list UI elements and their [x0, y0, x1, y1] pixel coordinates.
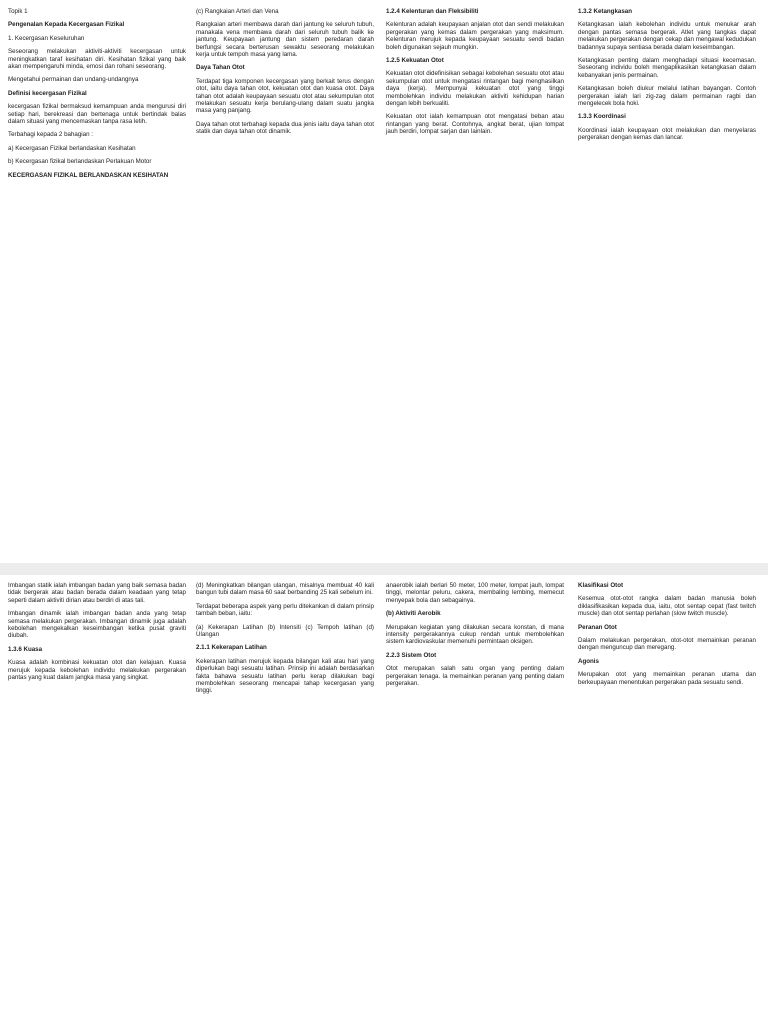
section-heading: KECERGASAN FIZIKAL BERLANDASKAN KESIHATAN	[8, 171, 169, 179]
list-item: a) Kecergasan Fizikal berlandaskan Kesihatan	[8, 144, 136, 152]
column-3	[386, 582, 564, 693]
paragraph: (d) Meningkatkan bilangan ulangan, misalnya membuat 40 kali bangun tubi dalam masa 60 saat berbanding 25 kali sebelum ini.	[196, 582, 374, 597]
paragraph: Kelenturan adalah keupayaan anjalan otot dan sendi melakukan pergerakan yang kemas dalam pergerakan yang maksimum. Kelenturan merujuk kepada keupayaan sesuatu sendi badan boleh digunakan sejauh mungkin.	[386, 21, 564, 51]
paragraph: anaerobik ialah berlari 50 meter, 100 meter, lompat jauh, lompat tinggi, melontar peluru, cakera, membaling lembing, memecut menyepak bola dan sebagainya.	[386, 582, 564, 604]
column-1	[8, 8, 186, 185]
paragraph: (c) Rangkaian Arteri dan Vena	[196, 8, 279, 15]
column-2	[196, 582, 374, 701]
column-4	[578, 8, 756, 148]
list-item: b) Kecergasan fizikal berlandaskan Perlakuan Motor	[8, 158, 152, 166]
paragraph: kecergasan fizikal bermaksud kemampuan anda mengurusi diri setiap hari, berekreasi dan bertenaga untuk bertindak balas dalam situasi yang mencemaskan tanpa rasa letih.	[8, 103, 186, 126]
section-heading: 1.3.3 Koordinasi	[578, 113, 626, 121]
paragraph: Kekuatan otot ialah kemampuan otot mengatasi beban atau rintangan yang berat. Contohnya, angkat berat, ujian lompat jauh berdiri, lompat sarjan dan lainlain.	[386, 113, 564, 136]
paragraph: Rangkaian arteri membawa darah dari jantung ke seluruh tubuh, manakala vena membawa darah dari seluruh tubuh balik ke jantung. Keupayaan jantung dan sistem peredaran darah berfungsi secara berterusan sewaktu seseorang melakukan kerja untuk tempoh masa yang lama.	[196, 21, 374, 59]
paragraph: Ketangkasan ialah kebolehan individu untuk menukar arah dengan pantas semasa bergerak. Atlet yang tangkas dapat melakukan pergerakan dengan cekap dan mengawal kedudukan badannya supaya sentiasa berada dalam keseimbangan.	[578, 21, 756, 51]
paragraph: Kuasa adalah kombinasi kekuatan otot dan kelajuan. Kuasa merujuk kepada kebolehan individu melakukan pergerakan pantas yang kuat dalam jangka masa yang singkat.	[8, 659, 186, 682]
page-divider	[0, 563, 768, 575]
paragraph: Terdapat tiga komponen kecergasan yang berkait terus dengan otot, iaitu daya tahan otot, kekuatan otot dan kuasa otot. Daya tahan otot adalah keupayaan sesuatu otot atau sekumpulan otot melakukan sesuatu kerja berulang-ulang dalam suatu jangka masa yang panjang.	[196, 77, 374, 115]
section-heading: Daya Tahan Otot	[196, 64, 245, 72]
section-heading: Klasifikasi Otot	[578, 582, 624, 589]
paragraph: Daya tahan otot terbahagi kepada dua jenis iaitu daya tahan otot statik dan daya tahan otot dinamik.	[196, 120, 374, 136]
paragraph: Otot merupakan salah satu organ yang penting dalam pergerakan tenaga. Ia memainkan peranan yang penting dalam pergerakan.	[386, 665, 564, 688]
section-heading: Agonis	[578, 657, 599, 665]
page-bottom	[0, 578, 768, 1024]
paragraph: Imbangan dinamik ialah imbangan badan anda yang tetap semasa melakukan pergerakan. Imbangan dinamik juga adalah kebolehan mengekalkan keseimbangan ketika pusat graviti diubah.	[8, 610, 186, 640]
paragraph: Mengetahui permainan dan undang-undangnya	[8, 76, 139, 84]
section-heading: 1.3.6 Kuasa	[8, 645, 43, 653]
paragraph: Dalam melakukan pergerakan, otot-otot memainkan peranan dengan menguncup dan meregang.	[578, 637, 756, 652]
section-heading: 2.1.1 Kekerapan Latihan	[196, 644, 267, 652]
column-3	[386, 8, 564, 142]
section-heading: 2.2.3 Sistem Otot	[386, 651, 437, 659]
topic-title: Topik 1	[8, 8, 28, 15]
list-item: (a) Kekerapan Latihan (b) Intensiti (c) Tempoh latihan (d) Ulangan	[196, 623, 374, 639]
paragraph: Merupakan kegiatan yang dilakukan secara konstan, di mana intensity pergerakannya cukup rendah untuk membolehkan sistem kardiovaskular memenuhi permintaan oksigen.	[386, 623, 564, 646]
paragraph: Ketangkasan penting dalam menghadapi situasi kecemasan. Seseorang individu boleh mengaplikasikan ketangkasan dalam kebanyakan jenis permainan.	[578, 57, 756, 79]
section-heading: 1.2.5 Kekuatan Otot	[386, 57, 444, 65]
section-heading: (b) Aktiviti Aerobik	[386, 610, 441, 618]
column-1	[8, 582, 186, 687]
paragraph: Ketangkasan boleh diukur melalui latihan bayangan. Contoh pergerakan ialah lari zig-zag dalam permainan ragbi dan mengelecek bola hoki.	[578, 85, 756, 108]
topic-subtitle: Pengenalan Kepada Kecergasan Fizikal	[8, 21, 125, 29]
paragraph: Koordinasi ialah keupayaan otot melakukan dan menyelaras pergerakan dengan kemas dan lancar.	[578, 126, 756, 142]
section-heading: 1.2.4 Kelenturan dan Fleksibiliti	[386, 8, 479, 15]
column-4	[578, 582, 756, 692]
paragraph: Kesemua otot-otot rangka dalam badan manusia boleh diklasifikasikan kepada dua, iaitu, otot sentap cepat (fast twitch muscle) dan otot sentap perlahan (slow twitch muscle).	[578, 595, 756, 618]
paragraph: Seseorang melakukan aktiviti-aktiviti kecergasan untuk meningkatkan taraf kesihatan diri. Kesihatan fizikal yang baik akan mempengaruhi minda, emosi dan rohani seseorang.	[8, 48, 186, 71]
paragraph: Imbangan statik ialah imbangan badan yang baik semasa badan tidak bergerak atau badan berada dalam keadaan yang tetap seperti dalam aktiviti dirian atau berdiri di atas tali.	[8, 582, 186, 604]
section-heading: 1.3.2 Ketangkasan	[578, 8, 632, 15]
column-2	[196, 8, 374, 142]
paragraph: Merupakan otot yang memainkan peranan utama dan berkeupayaan menentukan pergerakan pada sesuatu sendi.	[578, 671, 756, 686]
paragraph: Kekuatan otot didefinisikan sebagai kebolehan sesuatu otot atau sekumpulan otot untuk mengatasi rintangan bagi menghasilkan daya (kerja). Mempunyai kekuatan otot yang tinggi membolehkan individu melakukan aktiviti kehidupan harian dengan lebih berkualiti.	[386, 70, 564, 108]
paragraph: Terdapat beberapa aspek yang perlu ditekankan di dalam prinsip tambah beban, iaitu:	[196, 602, 374, 618]
section-heading: Peranan Otot	[578, 623, 617, 631]
paragraph: Kekerapan latihan merujuk kepada bilangan kali atau hari yang diperlukan bagi sesuatu latihan. Prinsip ini adalah berdasarkan fakta bahawa sesuatu latihan perlu kerap dilakukan bagi membolehkan seseorang mencapai tahap kecergasan yang tinggi.	[196, 657, 374, 695]
section-heading: 1. Kecergasan Keseluruhan	[8, 34, 85, 42]
section-heading: Definisi kecergasan Fizikal	[8, 89, 87, 97]
paragraph: Terbahagi kepada 2 bahagian :	[8, 131, 93, 139]
